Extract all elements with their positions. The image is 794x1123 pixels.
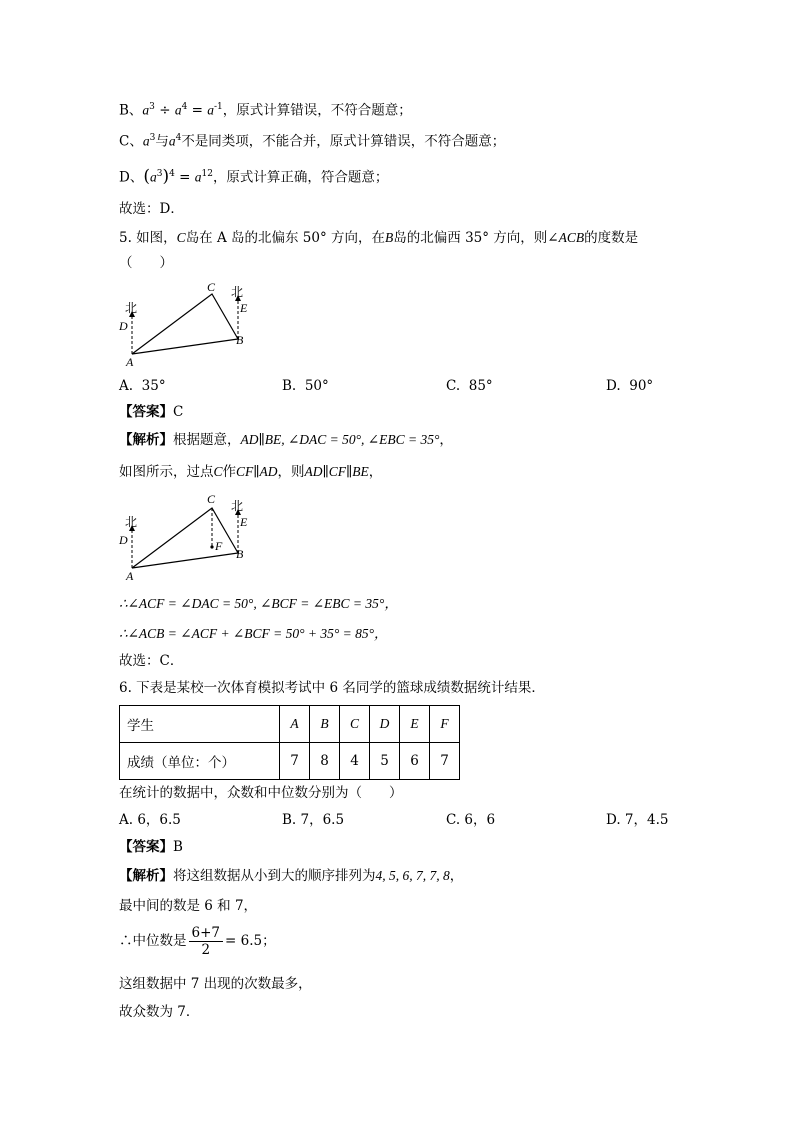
q5-paren: （ ） bbox=[119, 255, 173, 271]
table-header-score: 成绩（单位：个） bbox=[120, 743, 280, 780]
table-cell: D bbox=[370, 706, 400, 743]
table-cell: B bbox=[310, 706, 340, 743]
table-row bbox=[120, 706, 460, 743]
table-cell: 8 bbox=[310, 743, 340, 780]
table-cell: A bbox=[280, 706, 310, 743]
label-north-b: 北 bbox=[231, 285, 244, 299]
label-c-2: C bbox=[207, 492, 216, 506]
prev-option-d: D、$(a^3)^4 = a^{12}$，原式计算正确，符合题意； bbox=[119, 166, 389, 187]
prev-option-b: B、$a^3 \div a^4 = a^{-1}$，原式计算错误，不符合题意； bbox=[119, 102, 412, 119]
q6-analysis-2: 最中间的数是 6 和 7， bbox=[119, 898, 258, 914]
q6-question: 在统计的数据中，众数和中位数分别为（ ） bbox=[119, 785, 403, 801]
q6-analysis-5: 故众数为 7． bbox=[119, 1004, 200, 1020]
label-a-2: A bbox=[126, 569, 134, 583]
label-b: B bbox=[236, 333, 244, 347]
q5-step-2: ∴∠ACB = ∠ACF + ∠BCF = 50° + 35° = 85°， bbox=[119, 626, 388, 641]
label-d: D bbox=[119, 319, 128, 333]
q5-option-b: B. 50° bbox=[282, 378, 329, 394]
table-cell: 4 bbox=[340, 743, 370, 780]
q5-answer: 【答案】C bbox=[119, 404, 184, 420]
table-row bbox=[120, 743, 460, 780]
q5-option-a: A. 35° bbox=[119, 378, 166, 394]
label-e-2: E bbox=[240, 515, 248, 529]
median-fraction: $\frac{6+7}{2}$ bbox=[189, 925, 224, 958]
q6-analysis-1: 【解析】将这组数据从小到大的顺序排列为4, 5, 6, 7, 7, 8， bbox=[119, 868, 464, 884]
q5-choose: 故选：C． bbox=[119, 653, 184, 669]
q5-analysis-2: 如图所示，过点C作CF∥AD，则AD∥CF∥BE， bbox=[119, 464, 383, 480]
prev-choose: 故选：D． bbox=[119, 201, 184, 217]
q6-option-b: B. 7，6.5 bbox=[282, 812, 345, 828]
label-b-2: B bbox=[236, 547, 244, 561]
triangle-abc bbox=[132, 294, 238, 354]
point-f bbox=[210, 545, 213, 548]
q5-analysis-1: 【解析】根据题意，AD∥BE, ∠DAC = 50°, ∠EBC = 35°， bbox=[119, 432, 453, 448]
q5-step-1: ∴∠ACF = ∠DAC = 50°, ∠BCF = ∠EBC = 35°， bbox=[119, 596, 398, 611]
q6-answer: 【答案】B bbox=[119, 839, 183, 855]
table-cell: E bbox=[400, 706, 430, 743]
q6-option-d: D. 7，4.5 bbox=[606, 812, 669, 828]
table-cell: F bbox=[430, 706, 460, 743]
label-d-2: D bbox=[119, 533, 128, 547]
q6-score-table bbox=[119, 705, 460, 780]
table-cell: 7 bbox=[280, 743, 310, 780]
q6-median: ∴中位数是 $\frac{6+7}{2}$ = 6.5； bbox=[119, 925, 276, 958]
q6-analysis-4: 这组数据中 7 出现的次数最多， bbox=[119, 976, 312, 992]
table-cell: 6 bbox=[400, 743, 430, 780]
label-e: E bbox=[240, 301, 248, 315]
q5-stem: 5. 如图，C岛在 A 岛的北偏东 50° 方向，在B岛的北偏西 35° 方向，则∠ACB的度数是 bbox=[119, 230, 639, 246]
label-north-b-2: 北 bbox=[231, 499, 244, 513]
q5-option-d: D. 90° bbox=[606, 378, 654, 394]
table-cell: C bbox=[340, 706, 370, 743]
table-cell: 5 bbox=[370, 743, 400, 780]
q6-option-c: C. 6，6 bbox=[446, 812, 496, 828]
label-a: A bbox=[126, 355, 134, 369]
label-north-a: 北 bbox=[125, 301, 138, 315]
prev-option-c: C、$a^3$与$a^4$不是同类项，不能合并，原式计算错误，不符合题意； bbox=[119, 133, 506, 150]
q6-stem: 6. 下表是某校一次体育模拟考试中 6 名同学的篮球成绩数据统计结果． bbox=[119, 680, 545, 696]
label-f: F bbox=[215, 539, 223, 553]
q5-figure-2 bbox=[112, 492, 272, 584]
triangle-abc-2 bbox=[132, 508, 238, 568]
q5-option-c: C. 85° bbox=[446, 378, 493, 394]
label-c: C bbox=[207, 280, 216, 294]
label-north-a-2: 北 bbox=[125, 515, 138, 529]
q5-figure-1 bbox=[112, 278, 272, 370]
table-cell: 7 bbox=[430, 743, 460, 780]
table-header-student: 学生 bbox=[120, 706, 280, 743]
q6-option-a: A. 6，6.5 bbox=[119, 812, 181, 828]
